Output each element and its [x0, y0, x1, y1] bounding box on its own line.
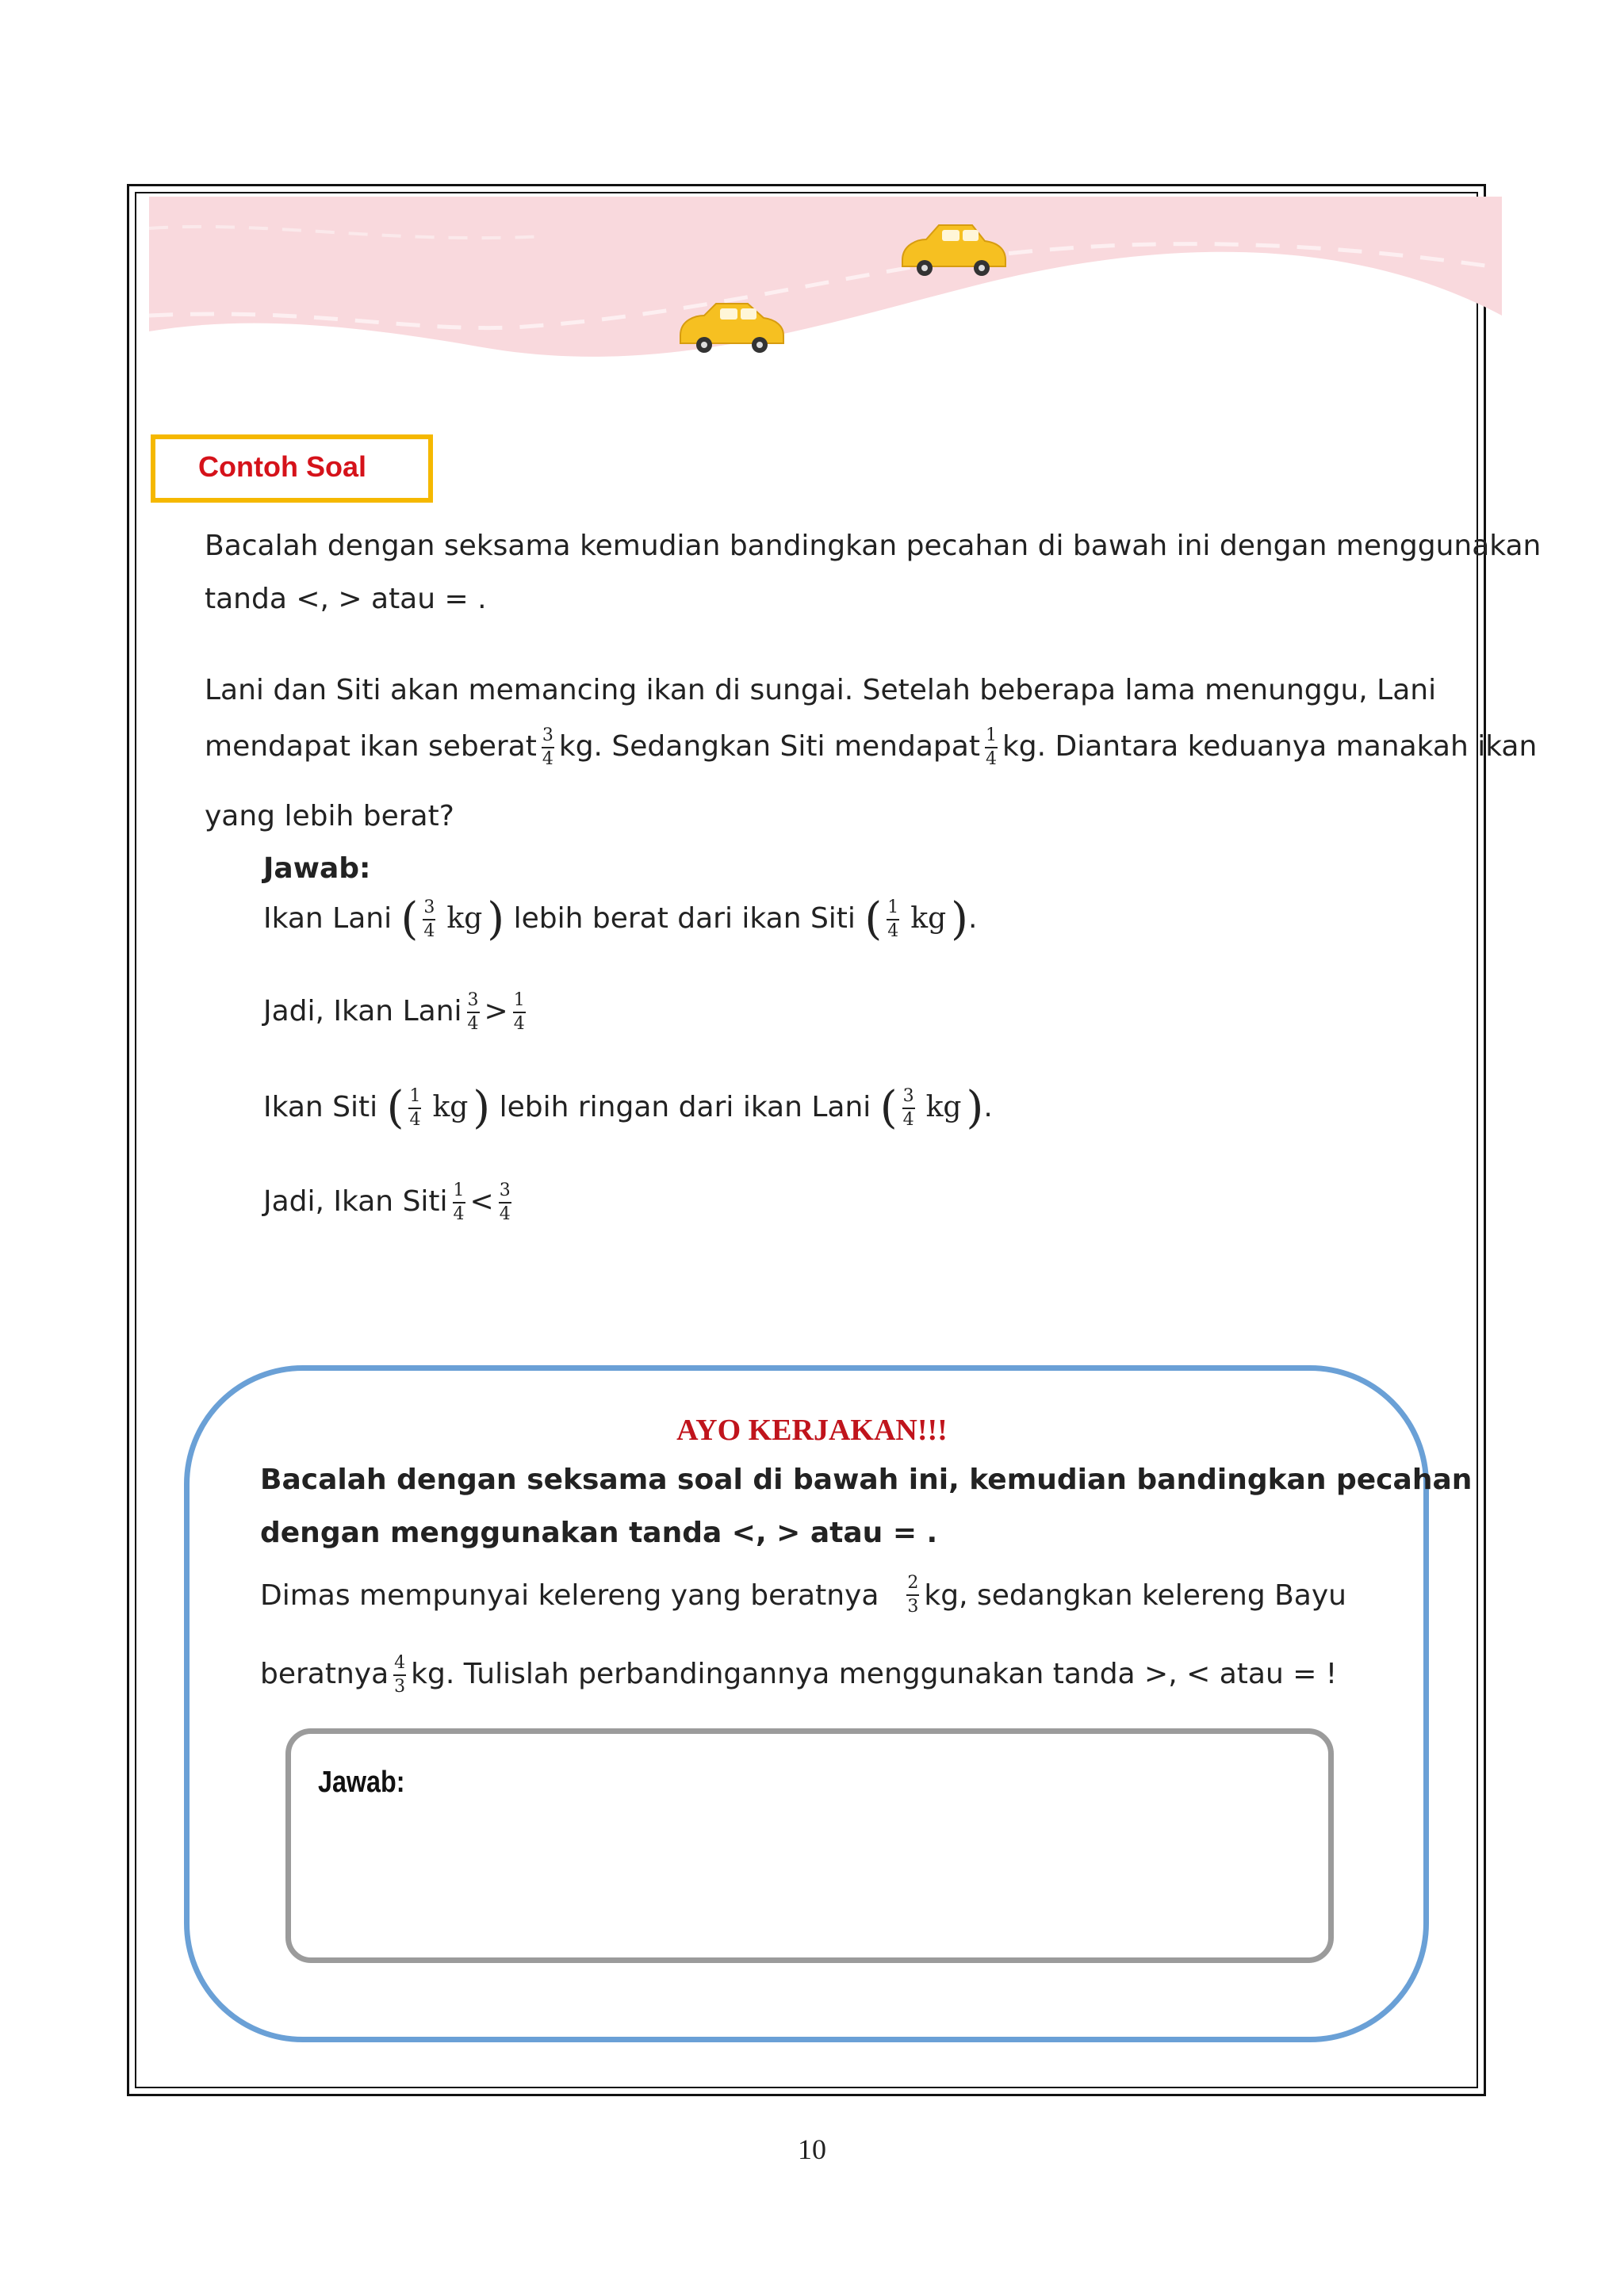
road-banner-illustration — [149, 197, 1502, 387]
fraction-lani: $\frac{3}{4}$ — [499, 1181, 511, 1224]
exercise-question-line-1 — [260, 1575, 1346, 1616]
fraction-siti: $\frac{1}{4}$ — [887, 897, 899, 941]
answer-2-text: Jadi, Ikan Lani — [263, 995, 462, 1027]
exercise-title: AYO KERJAKAN!!! — [676, 1414, 948, 1447]
paren-close: ) — [487, 894, 505, 945]
exercise-question-text-2b: kg. Tulislah perbandingannya menggunakan tanda >, < atau = ! — [411, 1658, 1338, 1690]
fraction-lani: $\frac{3}{4}$ — [902, 1086, 914, 1130]
contoh-answer-label: Jawab: — [263, 852, 371, 885]
instruction-line-2: tanda <, > atau = . — [205, 583, 487, 615]
paren-close: ) — [473, 1082, 491, 1134]
contoh-soal-box — [151, 434, 433, 503]
answer-1-text-b: lebih berat dari ikan Siti — [513, 902, 856, 935]
exercise-instruction-line-1 — [260, 1464, 1473, 1496]
story-text-1: Lani dan Siti akan memancing ikan di sungai. Setelah beberapa lama menunggu, Lani — [205, 674, 1437, 706]
unit-kg: kg — [925, 1091, 962, 1123]
operator-less: < — [469, 1185, 494, 1218]
unit-kg: kg — [446, 902, 483, 935]
answer-line-1 — [263, 893, 977, 945]
answer-4-text: Jadi, Ikan Siti — [263, 1185, 448, 1218]
answer-box[interactable] — [285, 1728, 1334, 1963]
answer-3-text-b: lebih ringan dari ikan Lani — [499, 1091, 871, 1123]
exercise-question-text-2a: beratnya — [260, 1658, 389, 1690]
answer-line-4 — [263, 1178, 516, 1226]
operator-greater: > — [484, 995, 508, 1027]
fraction-dimas: $\frac{2}{3}$ — [907, 1573, 919, 1617]
paren-open: ( — [879, 1082, 898, 1134]
answer-3-end: . — [983, 1091, 993, 1123]
story-text-2b: kg. Sedangkan Siti mendapat — [558, 730, 980, 763]
story-text-2c: kg. Diantara keduanya manakah ikan — [1002, 730, 1538, 763]
story-line-1 — [205, 674, 1470, 706]
answer-line-3 — [263, 1081, 993, 1134]
paren-close: ) — [951, 894, 968, 945]
unit-kg: kg — [910, 902, 947, 935]
answer-box-label: Jawab: — [318, 1766, 405, 1799]
exercise-question-group — [902, 1575, 1346, 1616]
fraction-lani: $\frac{3}{4}$ — [423, 897, 435, 941]
answer-3-text-a: Ikan Siti — [263, 1091, 378, 1123]
fraction-lani: $\frac{3}{4}$ — [467, 990, 479, 1034]
story-text-2a: mendapat ikan seberat — [205, 730, 537, 763]
fraction-bayu: $\frac{4}{3}$ — [394, 1653, 406, 1697]
fraction-siti: $\frac{1}{4}$ — [985, 725, 997, 769]
answer-line-2 — [263, 988, 530, 1035]
unit-kg: kg — [432, 1091, 469, 1123]
fraction-siti: $\frac{1}{4}$ — [453, 1181, 465, 1224]
paren-open: ( — [386, 1082, 404, 1134]
fraction-lani: $\frac{3}{4}$ — [542, 725, 553, 769]
page-number: 10 — [798, 2133, 826, 2165]
paren-open: ( — [864, 894, 883, 945]
instruction-text-1: Bacalah dengan seksama kemudian bandingkan pecahan di bawah ini dengan menggunakan — [205, 530, 1542, 562]
exercise-instruction-text-1: Bacalah dengan seksama soal di bawah ini, kemudian bandingkan pecahan — [260, 1464, 1473, 1496]
paren-open: ( — [400, 894, 419, 945]
exercise-instruction-line-2: dengan menggunakan tanda <, > atau = . — [260, 1517, 938, 1549]
contoh-soal-label: Contoh Soal — [198, 450, 366, 483]
exercise-question-text-1a: Dimas mempunyai kelereng yang beratnya — [260, 1578, 879, 1612]
answer-1-text-a: Ikan Lani — [263, 902, 393, 935]
exercise-question-line-2 — [260, 1651, 1337, 1698]
answer-1-end: . — [967, 902, 978, 935]
story-line-2 — [205, 723, 1537, 771]
story-line-3: yang lebih berat? — [205, 800, 454, 832]
instruction-line-1 — [205, 530, 1542, 562]
fraction-siti: $\frac{1}{4}$ — [513, 990, 525, 1034]
fraction-siti: $\frac{1}{4}$ — [409, 1086, 421, 1130]
exercise-question-text-1b: kg, sedangkan kelereng Bayu — [924, 1578, 1346, 1612]
paren-close: ) — [966, 1082, 984, 1134]
